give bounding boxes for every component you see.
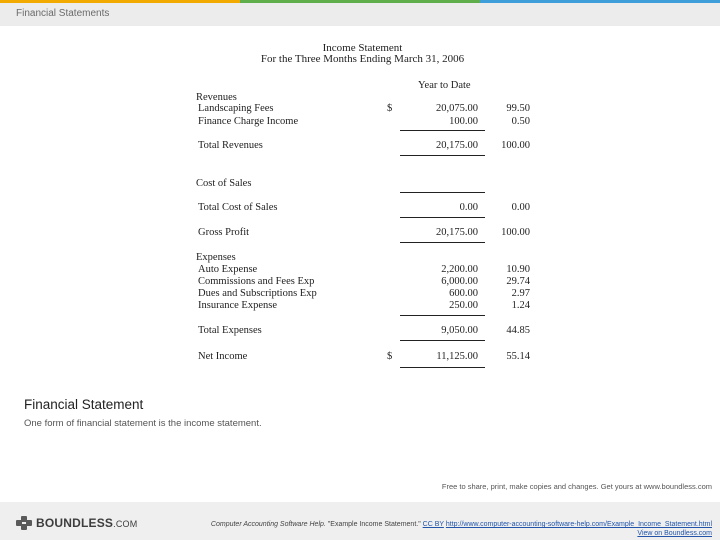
share-notice: Free to share, print, make copies and changes. Get yours at www.boundless.com (441, 482, 712, 491)
row-percent: 99.50 (506, 103, 530, 114)
boundless-logo-icon (16, 516, 33, 530)
row-amount: 20,175.00 (436, 140, 478, 151)
row-percent: 44.85 (506, 325, 530, 336)
row-percent: 100.00 (501, 227, 530, 238)
section-revenues: Revenues (196, 92, 237, 103)
statement-title: Income Statement (322, 42, 403, 54)
view-on-boundless (637, 530, 712, 537)
row-label: Dues and Subscriptions Exp (198, 288, 317, 299)
row-label: Finance Charge Income (198, 116, 299, 127)
currency-symbol: $ (387, 351, 393, 362)
subtotal-rule (400, 217, 485, 218)
subtotal-rule (400, 130, 485, 131)
boundless-logo[interactable] (16, 516, 137, 530)
source-link[interactable]: http://www.computer-accounting-software-help.com/Example_Income_Statement.html (445, 521, 712, 528)
view-on-boundless-link[interactable]: View on Boundless.com (637, 530, 712, 537)
row-label: Total Cost of Sales (198, 202, 278, 213)
row-amount: 6,000.00 (441, 276, 478, 287)
row-amount: 11,125.00 (436, 351, 478, 362)
subtotal-rule (400, 340, 485, 341)
row-label: Auto Expense (198, 264, 258, 275)
attribution-source: Computer Accounting Software Help. (210, 521, 326, 528)
column-header-year-to-date: Year to Date (418, 80, 471, 91)
footer (0, 482, 720, 540)
row-label: Total Expenses (198, 325, 262, 336)
row-amount: 0.00 (459, 202, 478, 213)
attribution (211, 521, 712, 528)
row-percent: 10.90 (506, 264, 530, 275)
figure-description: One form of financial statement is the income statement. (24, 418, 262, 429)
income-statement-image (190, 40, 535, 375)
subtotal-rule (400, 242, 485, 243)
top-bar (0, 3, 720, 26)
row-amount: 2,200.00 (441, 264, 478, 275)
section-expenses: Expenses (196, 252, 236, 263)
figure-caption: Financial Statement (24, 397, 144, 412)
subtotal-rule (400, 155, 485, 156)
page-title: Financial Statements (16, 8, 110, 19)
row-label: Gross Profit (198, 227, 250, 238)
row-percent: 0.00 (511, 202, 530, 213)
row-label: Insurance Expense (198, 300, 278, 311)
row-percent: 100.00 (501, 140, 530, 151)
row-percent: 2.97 (511, 288, 530, 299)
row-amount: 20,075.00 (436, 103, 478, 114)
row-label: Net Income (198, 351, 248, 362)
statement-period: For the Three Months Ending March 31, 2006 (260, 53, 465, 65)
row-label: Total Revenues (198, 140, 263, 151)
row-label: Commissions and Fees Exp (198, 276, 315, 287)
attribution-title: "Example Income Statement." (325, 521, 423, 528)
logo-wordmark: BOUNDLESS.COM (36, 516, 138, 530)
row-amount: 250.00 (449, 300, 478, 311)
row-percent: 1.24 (511, 300, 530, 311)
row-amount: 100.00 (449, 116, 478, 127)
row-amount: 9,050.00 (441, 325, 478, 336)
total-rule (400, 367, 485, 368)
section-cost-of-sales: Cost of Sales (196, 178, 252, 189)
currency-symbol: $ (387, 103, 393, 114)
subtotal-rule (400, 315, 485, 316)
row-percent: 29.74 (506, 276, 530, 287)
row-percent: 55.14 (506, 351, 530, 362)
row-percent: 0.50 (511, 116, 530, 127)
row-amount: 600.00 (449, 288, 478, 299)
row-label: Landscaping Fees (198, 103, 274, 114)
row-amount: 20,175.00 (436, 227, 478, 238)
subtotal-rule (400, 192, 485, 193)
license-link[interactable]: CC BY (422, 521, 444, 528)
